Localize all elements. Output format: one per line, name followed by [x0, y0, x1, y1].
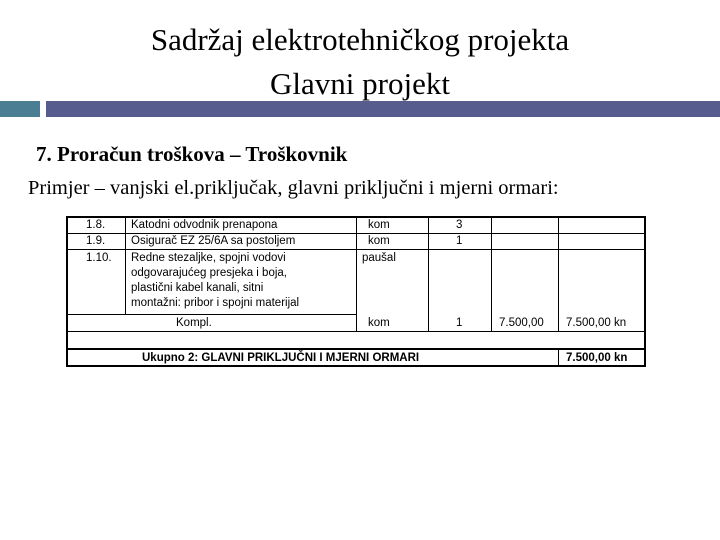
- table-cell-unit: paušal: [362, 252, 396, 264]
- table-cell-qty: 3: [456, 219, 463, 231]
- accent-bar-right: [46, 101, 720, 117]
- kompl-label: Kompl.: [176, 317, 212, 329]
- title-line-2: Glavni projekt: [270, 66, 450, 101]
- section-heading: 7. Proračun troškova – Troškovnik: [36, 142, 348, 166]
- table-line: [125, 216, 126, 314]
- table-line: [66, 216, 68, 367]
- accent-bar-left: [0, 101, 40, 117]
- table-line: [66, 365, 646, 367]
- table-cell-desc: Katodni odvodnik prenapona: [131, 219, 278, 231]
- table-cell-desc: odgovarajućeg presjeka i boja,: [131, 267, 287, 279]
- title-line-1: Sadržaj elektrotehničkog projekta: [150, 22, 570, 57]
- table-cell-unit: kom: [368, 219, 390, 231]
- table-line: [66, 331, 646, 332]
- kompl-qty: 1: [456, 317, 463, 329]
- table-line: [644, 216, 646, 367]
- kompl-unit: kom: [368, 317, 390, 329]
- table-cell-desc: Osigurač EZ 25/6A sa postoljem: [131, 235, 296, 247]
- kompl-total: 7.500,00 kn: [566, 317, 627, 329]
- table-cell-desc: montažni: pribor i spojni materijal: [131, 297, 300, 309]
- table-line: [558, 216, 559, 331]
- summary-label: Ukupno 2: GLAVNI PRIKLJUČNI I MJERNI ORMARI: [142, 352, 420, 364]
- cost-table-image: [66, 216, 646, 367]
- table-line: [356, 216, 357, 331]
- table-cell-unit: kom: [368, 235, 390, 247]
- table-cell-num: 1.8.: [86, 219, 106, 231]
- table-cell-qty: 1: [456, 235, 463, 247]
- kompl-price: 7.500,00: [499, 317, 544, 329]
- table-line: [428, 216, 429, 331]
- table-line: [66, 314, 356, 315]
- table-line: [66, 348, 646, 350]
- table-cell-desc: Redne stezaljke, spojni vodovi: [131, 252, 286, 264]
- table-cell-num: 1.9.: [86, 235, 106, 247]
- table-cell-desc: plastični kabel kanali, sitni: [131, 282, 264, 294]
- table-line: [491, 216, 492, 331]
- summary-total: 7.500,00 kn: [566, 352, 628, 364]
- section-subheading: Primjer – vanjski el.priključak, glavni priključni i mjerni ormari:: [28, 177, 559, 199]
- slide-title: [0, 18, 720, 106]
- table-line: [558, 350, 559, 365]
- table-cell-num: 1.10.: [86, 252, 112, 264]
